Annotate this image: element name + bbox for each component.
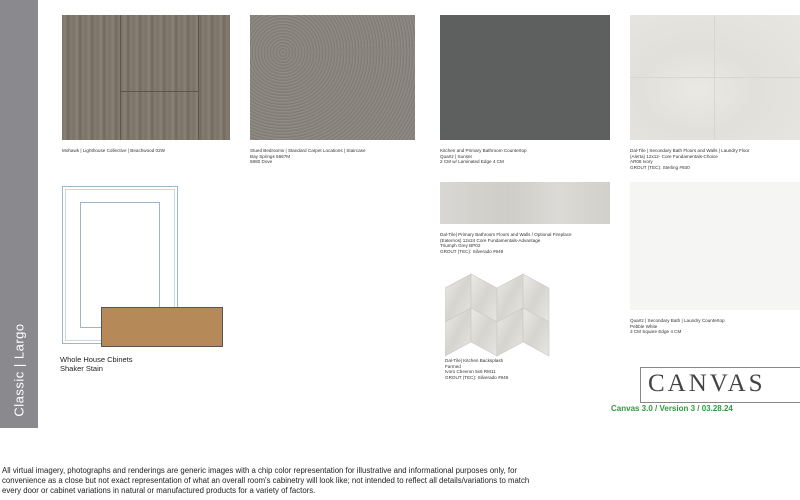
carpet-caption: Stued Bedrooms | Standard Carpet Locations | Staircase Bay Springs 5667M 5880 Dove	[250, 148, 366, 165]
bath-tile-caption: Dal-Tile| Primary Bathroom Floors and Walls / Optional Fireplace (Eaternos) 12x24 Core Fundamentals-Advantage Triumph Grey BP02 GROUT (TEC): Silverado #949	[440, 232, 572, 254]
quartz-white-swatch	[630, 182, 800, 310]
cabinets-caption: Whole House Cbinets Shaker Stain	[60, 355, 133, 373]
collection-label: Classic | Largo	[11, 323, 27, 417]
backsplash-chevron-swatch	[445, 268, 550, 358]
collection-sidebar	[0, 0, 38, 428]
disclaimer-text: All virtual imagery, photographs and renderings are generic images with a chip color representation for illustrative and informational purposes only, for convenience as a close but not exact representation of what an overall room's cabinetry will look like; not intended to reflect all details/variations to match every door or cabinet variations in natural or manufactured products for a variety of factors.	[2, 466, 530, 495]
cabinet-stain-swatch	[101, 307, 223, 347]
version-label: Canvas 3.0 / Version 3 / 03.28.24	[611, 404, 733, 413]
countertop-dark-caption: Kitchen and Primary Bathroom Countertop Quartz | Sunset 2 CM w/ Laminated Edge 4 CM	[440, 148, 527, 165]
countertop-dark-swatch	[440, 15, 610, 140]
carpet-swatch	[250, 15, 415, 140]
flooring-swatch	[62, 15, 230, 140]
backsplash-caption: Dal-Tile| Kitchen Backsplash Farmed Ivoro Chevron 5x6 RM11 GROUT (TEC): Silverado #949	[445, 358, 509, 380]
bath-tile-swatch	[440, 182, 610, 224]
quartz-white-caption: Quartz | Secondary Bath | Laundry Countertop Pebble White 3 CM Square Edge 4 CM	[630, 318, 725, 335]
flooring-caption: Mohawk | Lighthouse Collective | Beachwood 02W	[62, 148, 165, 153]
tile-light-swatch	[630, 15, 800, 140]
canvas-logo: CANVAS	[648, 370, 766, 397]
tile-light-caption: Dal-Tile | Secondary Bath Floors and Walls | Laundry Floor (Alerta) 12x12- Core Fundamentals-Choice AR08 Ivory GROUT (TEC): Sterling #930	[630, 148, 750, 170]
